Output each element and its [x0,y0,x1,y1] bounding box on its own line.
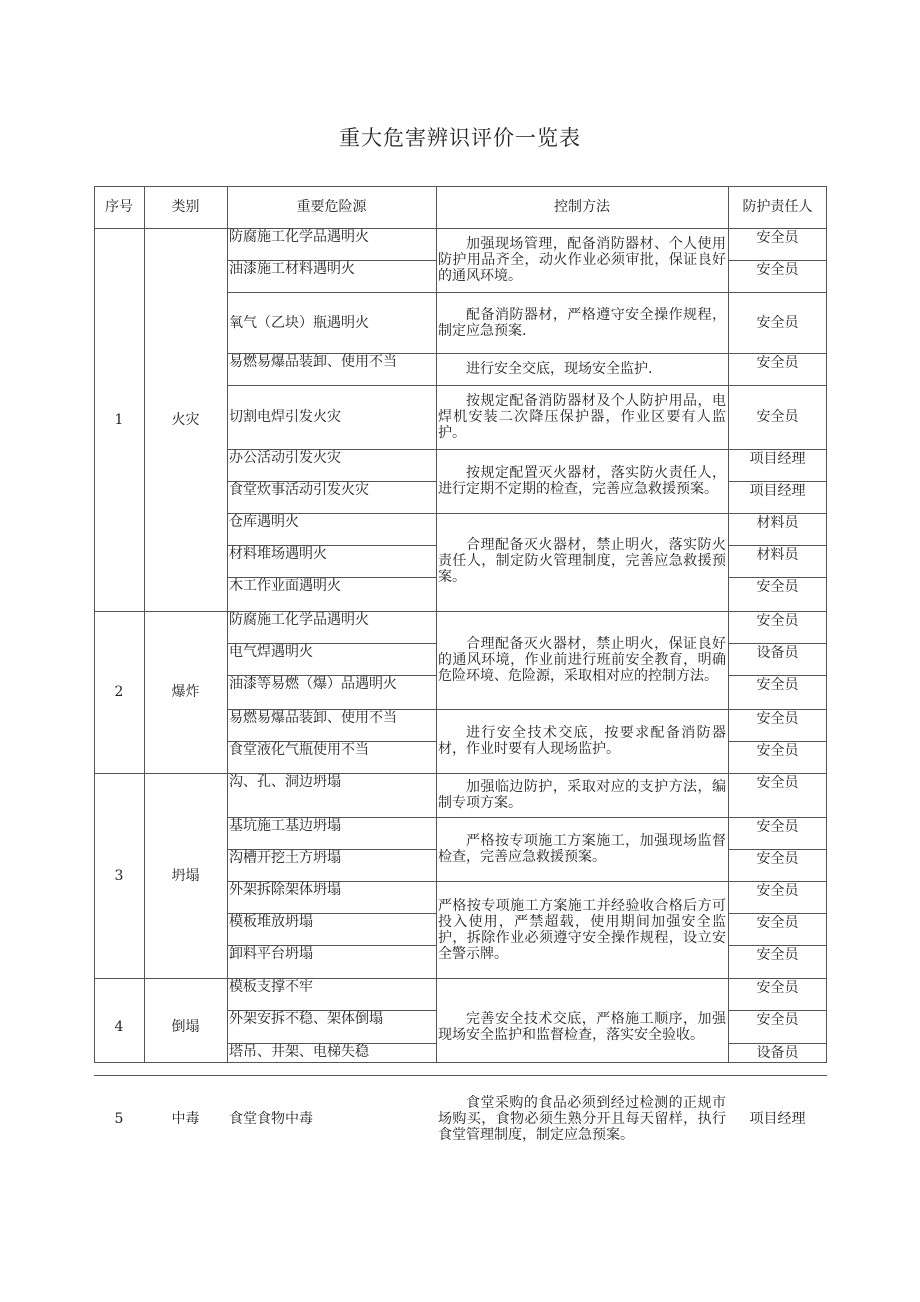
hazard-cell-text: 食堂炊事活动引发火灾 [229,482,369,498]
table-rule [728,481,827,482]
table-rule [728,260,827,261]
hazard-cell-text: 氧气（乙块）瓶遇明火 [229,314,369,331]
responsible-cell-text: 安全员 [756,355,799,371]
responsible-cell-text: 安全员 [756,915,799,931]
hazard-cell-text: 油漆施工材料遇明火 [229,261,355,277]
hazard-cell-text: 模板堆放坍塌 [229,914,313,930]
table-rule [94,186,827,187]
hazard-cell-text: 电气焊遇明火 [229,644,313,660]
hazard-cell-text: 基坑施工基边坍塌 [229,818,341,834]
row-number-text: 4 [114,1018,124,1035]
hazard-cell [227,260,436,292]
responsible-cell-text: 项目经理 [749,483,806,499]
table-rule [227,849,436,850]
responsible-cell [728,545,827,577]
table-rule [728,709,827,710]
control-method-cell [436,353,728,385]
header-no [94,186,144,228]
row-number-text: 1 [114,411,124,428]
table-rule [728,545,827,546]
hazard-cell [227,545,436,577]
responsible-cell [728,481,827,513]
responsible-cell-text: 安全员 [756,947,799,963]
responsible-cell-text: 安全员 [756,980,799,996]
hazard-cell [227,1043,436,1075]
table-rule [227,675,436,676]
hazard-cell-text: 仓库遇明火 [229,514,299,530]
responsible-cell [728,385,827,449]
hazard-cell [227,353,436,385]
hazard-cell-text: 易燃易爆品装卸、使用不当 [229,710,397,726]
hazard-cell [227,1075,436,1163]
control-method-cell-text: 严格按专项施工方案施工，加强现场监督检查，完善应急救援预案。 [438,833,726,865]
row-number-text: 5 [114,1111,124,1127]
hazard-cell-text: 办公活动引发火灾 [229,450,341,466]
header-hazard [227,186,436,228]
control-method-cell [436,611,728,709]
table-rule [728,643,827,644]
row-number-text: 3 [114,867,124,884]
hazard-cell-text: 易燃易爆品装卸、使用不当 [229,354,397,370]
hazard-cell [227,1010,436,1043]
responsible-cell-text: 安全员 [756,230,799,246]
responsible-cell [728,1043,827,1075]
hazard-cell-text: 塔吊、井架、电梯失稳 [229,1044,369,1060]
hazard-cell-text: 食堂食物中毒 [229,1111,313,1127]
hazard-cell [227,643,436,675]
hazard-cell [227,385,436,449]
control-method-cell-text: 完善安全技术交底，严格施工顺序，加强现场安全监护和监督检查，落实安全验收。 [438,1010,726,1043]
hazard-cell [227,577,436,609]
control-method-cell-text: 进行安全技术交底，按要求配备消防器材，作业时要有人现场监护。 [438,725,726,757]
row-number [94,228,144,611]
responsible-cell [728,817,827,849]
hazard-cell-text: 防腐施工化学品遇明火 [229,612,369,628]
hazard-cell [227,773,436,817]
control-method-cell-text: 严格按专项施工方案施工并经验收合格后方可投入使用，严禁超载，使用期间加强安全监护，拆除作业必须遵守安全操作规程，设立安全警示牌。 [438,897,726,962]
responsible-cell-text: 材料员 [756,515,799,531]
responsible-cell [728,1010,827,1043]
table-rule [227,881,436,882]
control-method-cell-text: 进行安全交底，现场安全监护. [466,361,653,377]
control-method-cell-text: 合理配备灭火器材，禁止明火，保证良好的通风环境，作业前进行班前安全教育，明确危险环境、危险源，采取相对应的控制方法。 [438,636,726,684]
table-rule [227,449,436,450]
responsible-cell [728,1075,827,1163]
table-rule [227,643,436,644]
category-cell [144,978,227,1075]
responsible-cell-text: 安全员 [756,314,799,331]
responsible-cell-text: 材料员 [756,547,799,563]
hazard-cell-text: 卸料平台坍塌 [229,946,313,962]
table-rule [728,1010,827,1011]
table-rule [728,577,827,578]
responsible-cell [728,913,827,945]
table-rule [436,449,728,450]
hazard-cell [227,817,436,849]
table-rule [436,385,728,386]
hazard-cell [227,709,436,741]
table-rule [227,513,436,514]
table-rule [728,849,827,850]
table-rule [227,709,436,710]
responsible-cell-text: 安全员 [756,579,799,595]
header-category [144,186,227,228]
row-number-text: 2 [114,684,124,700]
table-rule [728,385,827,386]
table-rule [436,353,728,354]
hazard-cell [227,675,436,709]
hazard-table [94,186,827,1143]
table-rule [436,817,728,818]
responsible-cell [728,978,827,1010]
table-rule [227,577,436,578]
table-rule [728,675,827,676]
row-number [94,611,144,773]
control-method-cell-text: 加强现场管理，配备消防器材、个人使用防护用品齐全，动火作业必须审批，保证良好的通风环境。 [438,236,726,284]
responsible-cell [728,709,827,741]
row-number [94,978,144,1075]
table-rule [436,709,728,710]
hazard-cell-text: 沟槽开挖土方坍塌 [229,850,341,866]
hazard-cell [227,945,436,978]
control-method-cell [436,773,728,817]
header-control-text: 控制方法 [554,199,610,215]
control-method-cell-text: 配备消防器材，严格遵守安全操作规程，制定应急预案. [438,306,726,339]
table-rule [227,545,436,546]
table-rule [227,292,436,293]
responsible-cell-text: 项目经理 [749,451,806,467]
hazard-cell [227,513,436,545]
table-rule [728,449,827,450]
responsible-cell-text: 设备员 [756,1045,799,1061]
responsible-cell [728,449,827,481]
responsible-cell [728,741,827,773]
hazard-cell [227,978,436,1010]
category-cell-text: 爆炸 [171,684,200,700]
header-responsible [728,186,827,228]
category-cell-text: 坍塌 [171,867,200,884]
control-method-cell [436,1075,728,1163]
control-method-cell-text: 按规定配备消防器材及个人防护用品，电焊机安装二次降压保护器，作业区要有人监护。 [438,393,726,441]
category-cell-text: 火灾 [171,411,200,428]
table-rule [227,385,436,386]
table-rule [227,260,436,261]
control-method-cell-text: 合理配备灭火器材，禁止明火，落实防火责任人，制定防火管理制度，完善应急救援预案。 [438,537,726,585]
control-method-cell [436,513,728,609]
table-rule [227,741,436,742]
responsible-cell-text: 安全员 [756,743,799,759]
table-rule [728,513,827,514]
header-no-text: 序号 [105,199,133,215]
control-method-cell-text: 加强临边防护，采取对应的支护方法，编制专项方案。 [438,779,726,811]
header-hazard-text: 重要危险源 [296,199,367,215]
hazard-cell-text: 防腐施工化学品遇明火 [229,229,369,245]
control-method-cell [436,449,728,513]
hazard-cell [227,849,436,881]
responsible-cell-text: 安全员 [756,262,799,278]
control-method-cell [436,817,728,881]
responsible-cell [728,773,827,817]
responsible-cell-text: 安全员 [756,851,799,867]
responsible-cell [728,611,827,643]
responsible-cell [728,675,827,709]
header-responsible-text: 防护责任人 [742,199,813,215]
responsible-cell-text: 安全员 [756,711,799,727]
responsible-cell-text: 安全员 [756,1012,799,1028]
table-rule [227,353,436,354]
responsible-cell-text: 设备员 [756,645,799,661]
responsible-cell [728,945,827,978]
table-rule [728,292,827,293]
table-rule [227,913,436,914]
hazard-cell [227,228,436,260]
control-method-cell [436,881,728,978]
control-method-cell-text: 按规定配置灭火器材，落实防火责任人，进行定期不定期的检查，完善应急救援预案。 [438,465,726,497]
hazard-cell-text: 外架安拆不稳、架体倒塌 [229,1011,383,1027]
category-cell [144,773,227,978]
responsible-cell [728,849,827,881]
hazard-cell [227,611,436,643]
hazard-cell [227,292,436,353]
responsible-cell-text: 安全员 [756,677,799,693]
hazard-cell [227,481,436,513]
responsible-cell [728,577,827,609]
page-title: 重大危害辨识评价一览表 [339,126,581,150]
hazard-cell-text: 模板支撑不牢 [229,979,313,995]
table-rule [436,292,728,293]
responsible-cell [728,643,827,675]
row-number [94,1075,144,1163]
table-rule [227,817,436,818]
category-cell-text: 中毒 [171,1111,200,1127]
responsible-cell [728,353,827,385]
category-cell-text: 倒塌 [171,1018,200,1035]
table-rule [728,1043,827,1044]
hazard-cell-text: 油漆等易燃（爆）品遇明火 [229,676,397,692]
hazard-cell-text: 木工作业面遇明火 [229,578,341,594]
hazard-cell-text: 沟、孔、洞边坍塌 [229,774,341,790]
responsible-cell-text: 安全员 [756,883,799,899]
hazard-cell-text: 切割电焊引发火灾 [229,409,341,425]
control-method-cell [436,228,728,292]
table-rule [728,945,827,946]
table-rule [728,881,827,882]
responsible-cell-text: 安全员 [756,775,799,791]
control-method-cell [436,709,728,773]
responsible-cell [728,228,827,260]
hazard-cell-text: 食堂液化气瓶使用不当 [229,742,369,758]
responsible-cell-text: 安全员 [756,409,799,425]
category-cell [144,1075,227,1163]
category-cell [144,228,227,611]
table-rule [728,913,827,914]
responsible-cell [728,881,827,913]
table-rule [227,1010,436,1011]
table-rule [728,817,827,818]
hazard-cell-text: 材料堆场遇明火 [229,546,327,562]
category-cell [144,611,227,773]
hazard-cell [227,741,436,773]
table-rule [436,881,728,882]
header-category-text: 类别 [171,199,200,215]
responsible-cell-text: 项目经理 [749,1111,806,1127]
table-rule [227,945,436,946]
control-method-cell [436,292,728,353]
table-rule [227,481,436,482]
row-number [94,773,144,978]
table-rule [436,513,728,514]
responsible-cell [728,292,827,353]
responsible-cell-text: 安全员 [756,819,799,835]
hazard-cell [227,913,436,945]
control-method-cell [436,978,728,1075]
table-rule [728,741,827,742]
hazard-cell [227,881,436,913]
control-method-cell-text: 食堂采购的食品必须到经过检测的正规市场购买，食物必须生熟分开且每天留样，执行食堂管理制度，制定应急预案。 [438,1095,726,1143]
control-method-cell [436,385,728,449]
responsible-cell [728,260,827,292]
responsible-cell [728,513,827,545]
table-rule [728,353,827,354]
hazard-cell [227,449,436,481]
table-rule [227,1043,436,1044]
header-control [436,186,728,228]
responsible-cell-text: 安全员 [756,613,799,629]
hazard-cell-text: 外架拆除架体坍塌 [229,882,341,898]
